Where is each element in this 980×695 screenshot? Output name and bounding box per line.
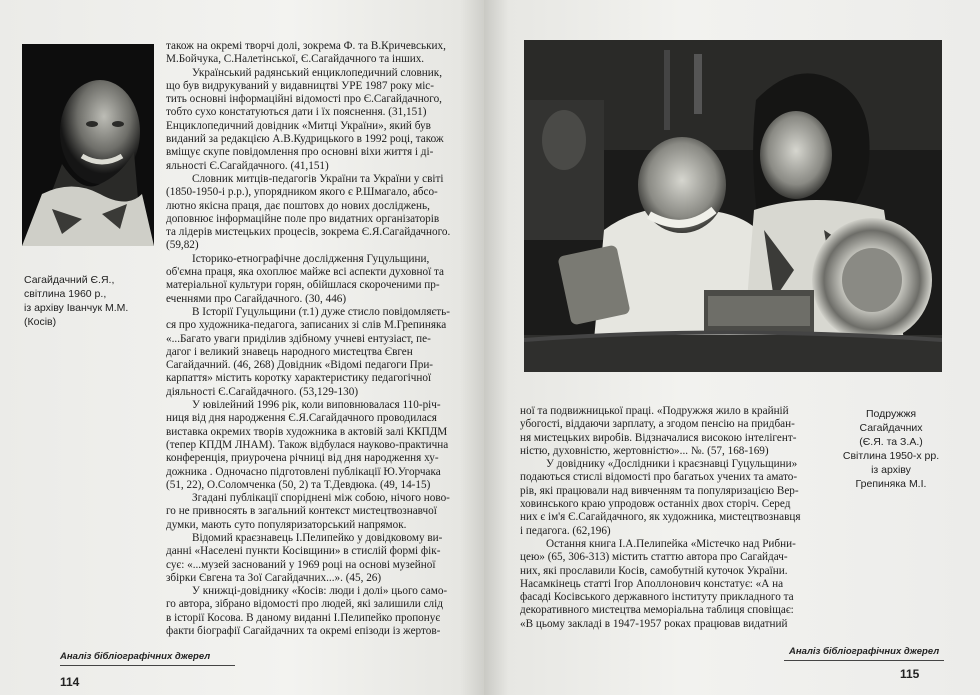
right-page	[484, 0, 980, 695]
text-line: конференція, приурочена річниці від дня народження ху-	[166, 452, 439, 465]
text-line: Історико-етнографічне дослідження Гуцульщини,	[192, 252, 430, 265]
text-line: в історії Косова. В даному виданні І.Пелипейко пропонує	[166, 611, 441, 624]
text-line: У книжці-довіднику «Косів: люди і долі» цього само-	[192, 585, 448, 598]
text-line: «В цьому закладі в 1947-1957 роках працював видатний	[520, 617, 788, 630]
text-line: В Історії Гуцульщини (т.1) дуже стисло повідомляєть-	[192, 305, 450, 318]
couple-caption-line: Сагайдачних	[859, 422, 923, 434]
portrait-caption-line: (Косів)	[24, 316, 57, 328]
right-page-number: 115	[900, 667, 920, 681]
text-line: них, які прославили Косів, самобутній куточок України.	[520, 564, 788, 577]
text-line: го автора, зібрано відомості про людей, які залишили слід	[166, 598, 443, 611]
text-line: «...Багато уваги приділив здібному учневі ентузіаст, пе-	[166, 332, 431, 345]
left-page-number: 114	[60, 675, 80, 689]
couple-caption-line: Світлина 1950-х рр.	[842, 450, 940, 462]
left-footer-title: Аналіз бібліографічних джерел	[60, 651, 211, 662]
text-line: данні «Населені пункти Косівщини» в стислій формі фік-	[166, 545, 441, 558]
text-line: та лідерів мистецьких процесів, зокрема Є.Я.Сагайдачного.	[166, 226, 451, 239]
text-line: Насамкінець статті Ігор Аполлонович констатує: «А на	[520, 577, 784, 590]
text-line: Енциклопедичний довідник «Митці України», який був	[166, 119, 431, 132]
text-line: вміщує скупе повідомлення про основні віхи життя і ді-	[166, 146, 434, 159]
text-line: збірки Євгена та Зої Сагайдачних...». (45, 26)	[166, 571, 382, 584]
text-line: М.Бойчука, С.Налетінської, Є.Сагайдачного та інших.	[166, 53, 425, 66]
text-line: (59,82)	[166, 239, 199, 252]
text-line: еченнями про Сагайдачного. (30, 446)	[166, 292, 347, 305]
text-line: Український радянський енциклопедичний словник,	[192, 66, 442, 79]
text-line: фасаді Косівського державного інституту прикладного та	[520, 591, 794, 604]
text-line: також на окремі творчі долі, зокрема Ф. та В.Кричевських,	[166, 40, 446, 52]
text-line: цею» (65, 306-313) містить статтю автора про Сагайдач-	[520, 551, 788, 564]
text-line: ної та подвижницької праці. «Подружжя жило в крайній	[520, 405, 789, 417]
text-line: виставка окремих творів художника в актовій залі ККПДМ	[166, 425, 448, 438]
text-line: виданий за редакцією А.В.Кудрицького в 1992 році, також	[166, 133, 444, 146]
portrait-caption	[24, 273, 128, 329]
text-line: Згадані публікації споріднені між собою, нічого ново-	[192, 492, 450, 505]
text-line: (тепер КПДМ ЛНАМ). Також відбулася науково-практична	[166, 438, 449, 451]
text-line: доповнює інформаційне поле про видатних організаторів	[166, 212, 440, 225]
text-line: лютно якісна праця, дає поштовх до нових досліджень,	[166, 199, 430, 212]
right-body-text	[520, 405, 812, 631]
text-line: карпаття» містить коротку характеристику педагогічної	[166, 372, 432, 385]
portrait-caption-line: Сагайдачний Є.Я.,	[24, 274, 115, 286]
couple-photo-image	[524, 40, 942, 372]
text-line: них є ім'я Є.Сагайдачного, як художника, мистецтвознавця	[520, 511, 801, 524]
text-line: дагог і великий знавець народного мистецтва Євген	[166, 345, 413, 358]
text-line: ся про художника-педагога, записаних зі слів М.Грепиняка	[166, 319, 447, 332]
text-line: У ювілейний 1996 рік, коли виповнювалася 110-річ-	[192, 399, 441, 412]
text-line: і педагога. (62,196)	[520, 524, 611, 537]
portrait-photo-image	[22, 44, 154, 246]
text-line: факти біографії Сагайдачних та окремі епізоди із жертов-	[166, 625, 441, 638]
couple-caption-line: Грепиняка М.І.	[855, 478, 927, 490]
left-page	[0, 0, 484, 695]
text-line: яльності Є.Сагайдачного. (41,151)	[166, 159, 329, 172]
right-footer-title: Аналіз бібліографічних джерел	[789, 646, 940, 657]
left-body-text	[166, 40, 466, 638]
text-line: декоративного мистецтва меморіальна таблиця сповіщає:	[520, 604, 794, 617]
text-line: тобто сухо констатуються дати і їх пояснення. (31,151)	[166, 106, 427, 119]
portrait-caption-line: із архіву Іванчук М.М.	[24, 302, 129, 314]
text-line: Відомий краєзнавець І.Пелипейко у довідковому ви-	[192, 531, 443, 544]
couple-caption-line: Подружжя	[865, 408, 917, 420]
text-line: (1850-1950-і р.р.), упорядником якого є Р.Шмагало, абсо-	[166, 186, 438, 199]
text-line: ня мистецьких виробів. Відзначалися високою інтелігент-	[520, 431, 797, 444]
text-line: об'ємна праця, яка охоплює майже всі аспекти духовної та	[166, 266, 445, 279]
text-line: Остання книга І.А.Пелипейка «Містечко над Рибни-	[546, 537, 796, 550]
text-line: го не привносять в загальний контекст мистецтвознавчої	[166, 505, 437, 518]
portrait-photo	[22, 44, 154, 246]
couple-caption	[816, 407, 966, 491]
text-line: що був видрукуваний у видавництві УРЕ 1987 року міс-	[166, 79, 434, 92]
couple-caption-line: (Є.Я. та З.А.)	[859, 436, 923, 448]
text-line: (51, 22), О.Соломченка (50, 2) та Т.Девдюка. (49, 14-15)	[166, 478, 431, 491]
text-line: Сагайдачний. (46, 268) Довідник «Відомі педагоги При-	[166, 359, 434, 372]
text-line: убогості, віддаючи зарплату, а згодом пенсію на придбан-	[520, 418, 795, 431]
text-line: ниця від дня народження Є.Я.Сагайдачного проводилася	[166, 412, 437, 425]
couple-photo	[524, 40, 942, 372]
couple-caption-line: із архіву	[871, 464, 911, 476]
portrait-caption-line: світлина 1960 р.,	[24, 288, 107, 300]
text-line: рів, які працювали над вивченням та популяризацією Вер-	[520, 484, 799, 497]
text-line: ховинського краю упродовж останніх двох сторіч. Серед	[520, 498, 791, 511]
text-line: У довіднику «Дослідники і краєзнавці Гуцульщини»	[546, 458, 798, 471]
right-footer-rule	[784, 660, 944, 661]
text-line: дожника . Одночасно підготовлені публікації Ю.Угорчака	[166, 465, 441, 478]
text-line: матеріальної культури горян, обійшлася скороченими пр-	[166, 279, 440, 292]
text-line: Словник митців-педагогів України та України у світі	[192, 172, 444, 185]
text-line: діяльності Є.Сагайдачного. (53,129-130)	[166, 385, 359, 398]
text-line: тить основні інформаційні відомості про Є.Сагайдачного,	[166, 93, 442, 106]
text-line: подаються стислі відомості про багатьох учених та амато-	[520, 471, 798, 484]
text-line: думки, мають суто популяризаторський напрямок.	[166, 518, 407, 531]
left-footer-rule	[60, 665, 235, 666]
text-line: ністю, духовністю, жертовністю»... №. (57, 168-169)	[520, 444, 769, 457]
text-line: сує: «...музей заснований у 1969 році на основі музейної	[166, 558, 436, 571]
